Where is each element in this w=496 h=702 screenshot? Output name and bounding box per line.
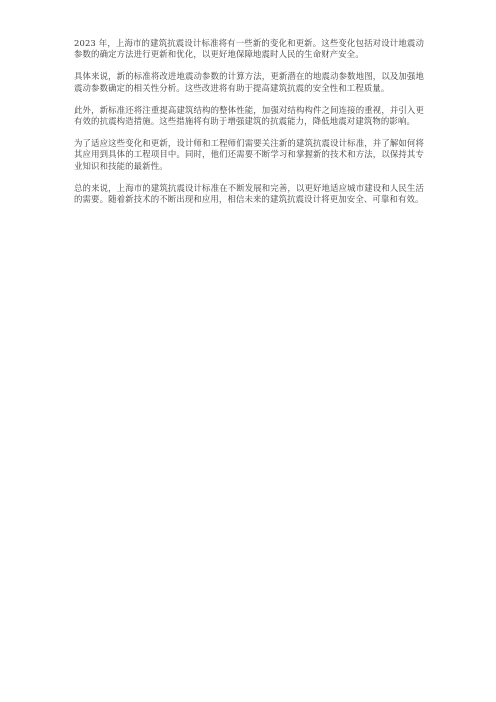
paragraph-structural-performance: 此外，新标准还将注重提高建筑结构的整体性能，加强对结构构件之间连接的重视，并引入更有效的抗震构造措施。这些措施将有助于增强建筑的抗震能力，降低地震对建筑物的影响。 xyxy=(74,104,424,127)
paragraph-conclusion: 总的来说，上海市的建筑抗震设计标准在不断发展和完善，以更好地适应城市建设和人民生活的需要。随着新技术的不断出现和应用，相信未来的建筑抗震设计将更加安全、可靠和有效。 xyxy=(74,182,424,205)
document-body xyxy=(74,38,424,205)
paragraph-specifics: 具体来说，新的标准将改进地震动参数的计算方法，更新潜在的地震动参数地图，以及加强地震动参数确定的相关性分析。这些改进将有助于提高建筑抗震的安全性和工程质量。 xyxy=(74,71,424,93)
paragraph-intro: 2023 年，上海市的建筑抗震设计标准将有一些新的变化和更新。这些变化包括对设计地震动参数的确定方法进行更新和优化，以更好地保障地震时人民的生命财产安全。 xyxy=(74,38,424,60)
paragraph-adaptation: 为了适应这些变化和更新，设计师和工程师们需要关注新的建筑抗震设计标准，并了解如何将其应用到具体的工程项目中。同时，他们还需要不断学习和掌握新的技术和方法，以保持其专业知识和技能的最新性。 xyxy=(74,138,424,171)
